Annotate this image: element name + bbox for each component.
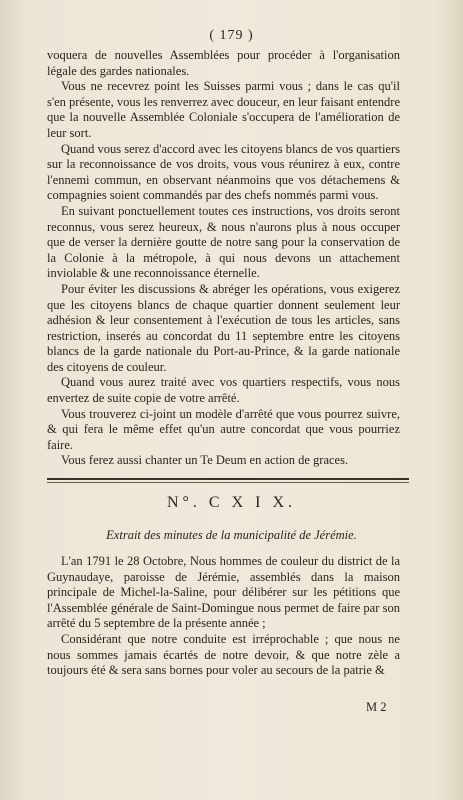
paragraph: En suivant ponctuellement toutes ces instructions, vos droits seront reconnus, vous serez heureux, & nous n'aurons plus à nous occuper que de verser la dernière goutte de notre sang pour la conservation de la Colonie à la métropole, à qui nous devons un attachement inviolable & une reconnoissance éternelle. xyxy=(47,203,400,281)
paragraph: Vous ferez aussi chanter un Te Deum en action de graces. xyxy=(61,453,349,468)
paragraph: Considérant que notre conduite est irréprochable ; que nous ne nous sommes jamais écartés de notre devoir, & que notre zèle a toujours été & sera sans bornes pour voler au secours de la patrie & xyxy=(47,631,400,678)
paragraph: L'an 1791 le 28 Octobre, Nous hommes de couleur du district de la Guynaudaye, paroisse de Jérémie, assemblés dans la maison principale de Michel-la-Saline, pour délibérer sur les pétitions que l'Assemblée générale de Saint-Domingue nous permet de faire par son arrêté du 5 septembre de la présente année ; xyxy=(47,554,400,631)
paragraph: Vous ne recevrez point les Suisses parmi vous ; dans le cas qu'il s'en présente, vous les renverrez avec douceur, en leur faisant entendre que la nouvelle Assemblée Coloniale s'occupera de l'amélioration de leur sort. xyxy=(47,79,400,140)
top-text-block xyxy=(47,48,400,469)
section-divider xyxy=(47,478,409,480)
section-heading: N°. C X I X. xyxy=(166,494,297,511)
catchword: M 2 xyxy=(366,700,387,714)
page-number: ( 179 ) xyxy=(209,28,254,43)
paragraph: Quand vous aurez traité avec vos quartiers respectifs, vous nous envertez de suite copie de votre arrêté. xyxy=(47,375,400,406)
bottom-text-block xyxy=(47,554,400,679)
paragraph: Quand vous serez d'accord avec les citoyens blancs de vos quartiers sur la reconnoissance de vos droits, vous vous réunirez à eux, contre l'ennemi commun, en observant néanmoins que vos détachemens & compagnies soient commandés par des chefs nommés parmi vous. xyxy=(47,141,400,203)
paragraph: Pour éviter les discussions & abréger les opérations, vous exigerez que les citoyens blancs de chaque quartier donnent seulement leur adhésion & leur consentement à l'exécution de tous les articles, sans restriction, inserés au concordat du 11 septembre entre les citoyens blancs de la garde nationale du Port-au-Prince, & la garde nationale des citoyens de couleur. xyxy=(47,281,400,374)
paragraph: voquera de nouvelles Assemblées pour procéder à l'organisation légale des gardes nationales. xyxy=(47,48,400,78)
paragraph: Vous trouverez ci-joint un modèle d'arrêté que vous pourrez suivre, & qui fera le même effet qu'un autre concordat que vous pourriez faire. xyxy=(47,406,400,452)
section-subtitle: Extrait des minutes de la municipalité de Jérémie. xyxy=(106,528,357,542)
section-divider-thin xyxy=(47,482,409,483)
